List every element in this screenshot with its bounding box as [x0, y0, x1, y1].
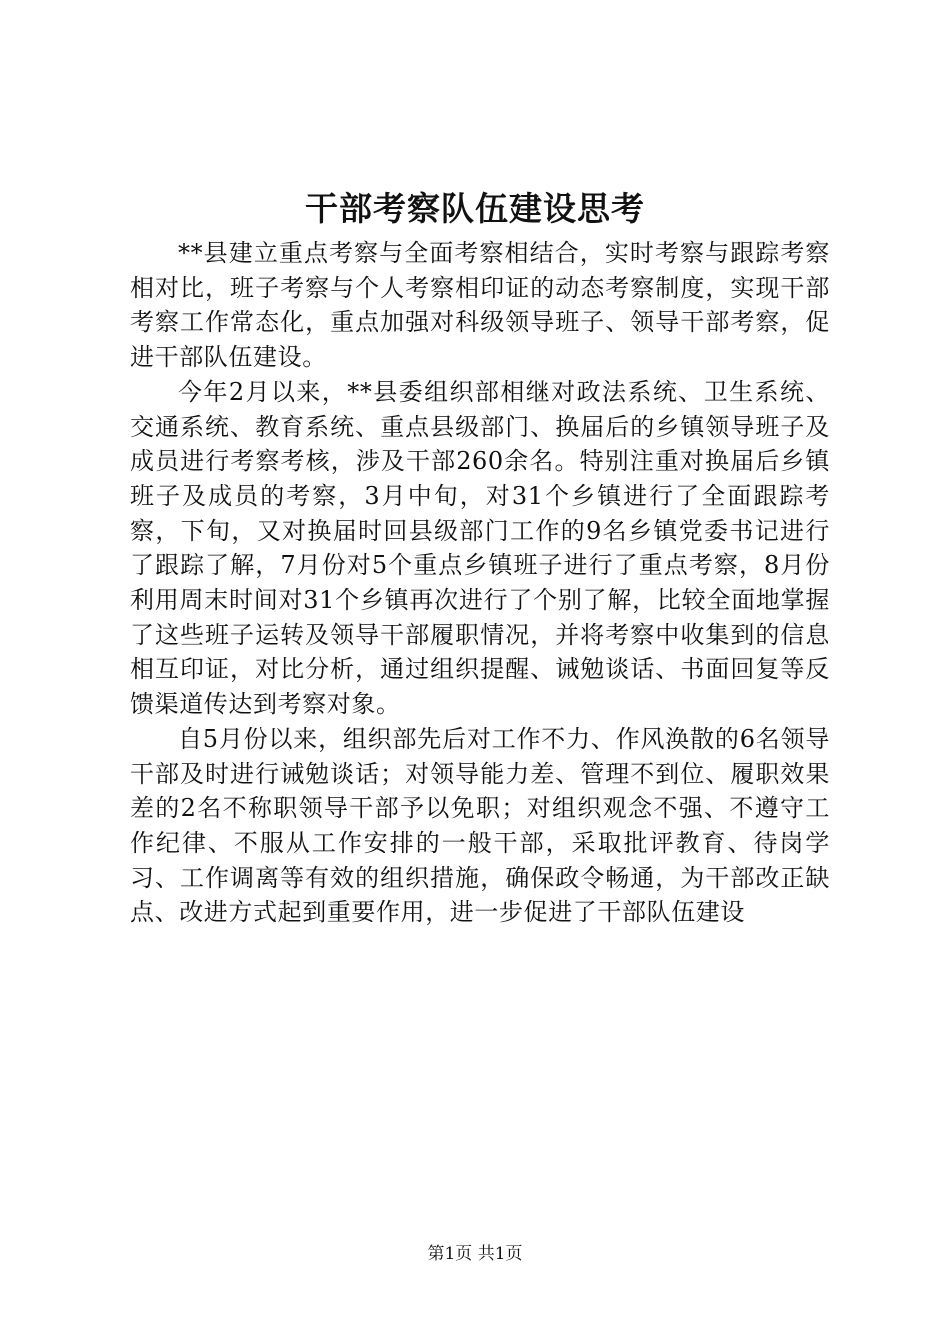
page-footer: 第1页 共1页: [427, 1244, 523, 1264]
paragraph-3: 自5月份以来，组织部先后对工作不力、作风涣散的6名领导干部及时进行诫勉谈话；对领导能力差、管理不到位、履职效果差的2名不称职领导干部予以免职；对组织观念不强、不遵守工作纪律、不服从工作安排的一般干部，采取批评教育、待岗学习、工作调离等有效的组织措施，确保政令畅通，为干部改正缺点、改进方式起到重要作用，进一步促进了干部队伍建设: [130, 724, 830, 927]
document-title: 干部考察队伍建设思考: [305, 189, 645, 228]
paragraph-1: **县建立重点考察与全面考察相结合，实时考察与跟踪考察相对比，班子考察与个人考察相印证的动态考察制度，实现干部考察工作常态化，重点加强对科级领导班子、领导干部考察，促进干部队伍建设。: [130, 239, 830, 372]
document-body: [130, 236, 830, 930]
paragraph-2: 今年2月以来，**县委组织部相继对政法系统、卫生系统、交通系统、教育系统、重点县级部门、换届后的乡镇领导班子及成员进行考察考核，涉及干部260余名。特别注重对换届后乡镇班子及成员的考察，3月中旬，对31个乡镇进行了全面跟踪考察，下旬，又对换届时回县级部门工作的9名乡镇党委书记进行了跟踪了解，7月份对5个重点乡镇班子进行了重点考察，8月份利用周末时间对31个乡镇再次进行了个别了解，比较全面地掌握了这些班子运转及领导干部履职情况，并将考察中收集到的信息相互印证，对比分析，通过组织提醒、诫勉谈话、书面回复等反馈渠道传达到考察对象。: [130, 377, 830, 719]
